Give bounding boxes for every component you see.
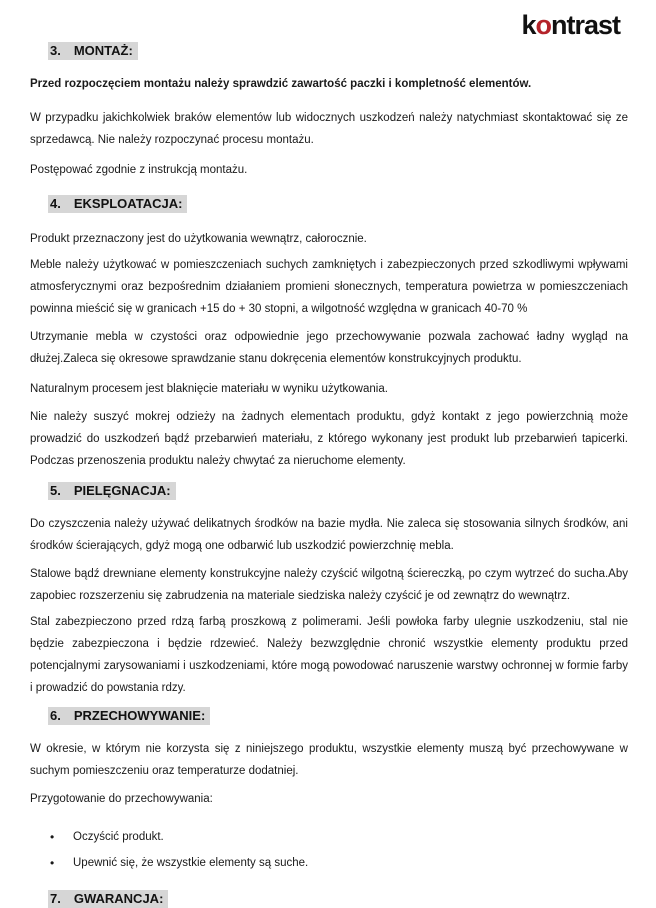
heading-highlight [48,42,138,60]
paragraph-eksploatacja-maintenance: Utrzymanie mebla w czystości oraz odpowiednie jego przechowywanie pozwala zachować ładny wygląd na dłużej.Zaleca się okresowe sprawdzanie stanu dokręcenia elementów konstrukcyjnych produktu. [30,331,628,365]
section-heading-przechowywanie [48,707,628,724]
section-number: 6. [50,708,61,723]
heading-highlight [48,195,187,213]
paragraph-pielegnacja-rust-protection: Stal zabezpieczono przed rdzą farbą proszkową z polimerami. Jeśli powłoka farby ulegnie uszkodzeniu, stal nie będzie zabezpieczona i będzie rdzewieć. Należy bezwzględnie chronić wszystkie elementy produktu przed potencjalnymi zarysowaniami i uszkodzeniami, które mogą powodować naruszenie warstwy ochronnej w formie farby i prowadzić do powstania rdzy. [30,616,628,694]
paragraph-pielegnacja-steel-wood-cleaning: Stalowe bądź drewniane elementy konstrukcyjne należy czyścić wilgotną ściereczką, po czym wytrzeć do sucha.Aby zapobiec rozszerzeniu się zabrudzenia na materiale siedziska należy czyścić je od zewnątrz do wewnątrz. [30,568,628,602]
logo-o-ring-icon: o [535,10,551,40]
section-title: EKSPLOATACJA: [73,196,183,211]
paragraph-eksploatacja-conditions: Meble należy użytkować w pomieszczeniach suchych zamkniętych i zabezpieczonych przed szkodliwymi wpływami atmosferycznymi oraz bezpośrednim działaniem promieni słonecznych, temperatura powietrza w pomieszczeniach powinna mieścić się w granicach +15 do + 30 stopni, a wilgotność względna w granicach 40-70 % [30,259,628,315]
heading-highlight [48,482,176,500]
section-number: 7. [50,891,61,906]
storage-preparation-list [30,826,628,874]
paragraph-eksploatacja-fading: Naturalnym procesem jest blaknięcie materiału w wyniku użytkowania. [30,383,388,395]
list-item-label: Upewnić się, że wszystkie elementy są suche. [73,857,309,869]
kontrast-logo [521,12,620,38]
logo-row [30,0,628,40]
section-title: PIELĘGNACJA: [73,483,171,498]
paragraph-przechowywanie-dry-room: W okresie, w którym nie korzysta się z niniejszego produktu, wszystkie elementy muszą być przechowywane w suchym pomieszczeniu oraz temperaturze dodatniej. [30,743,628,777]
section-number: 3. [50,43,61,58]
paragraph-montaz-check-contents: Przed rozpoczęciem montażu należy sprawdzić zawartość paczki i kompletność elementów. [30,78,532,90]
list-item [50,852,628,874]
paragraph-montaz-follow-instructions: Postępować zgodnie z instrukcją montażu. [30,164,248,176]
logo-part-ntrast: ntrast [550,10,620,40]
section-heading-montaz [48,42,628,59]
list-item-label: Oczyścić produkt. [73,831,164,843]
paragraph-eksploatacja-wet-clothes: Nie należy suszyć mokrej odzieży na żadnych elementach produktu, gdyż kontakt z jego powierzchnią może prowadzić do uszkodzeń bądź przebarwień materiału, z którego wykonany jest produkt lub przebarwień tapicerki. Podczas przenoszenia produktu należy chwytać za nieruchome elementy. [30,411,628,467]
heading-highlight [48,707,210,725]
section-title: MONTAŻ: [73,43,133,58]
paragraph-pielegnacja-cleaning-agents: Do czyszczenia należy używać delikatnych środków na bazie mydła. Nie zaleca się stosowania silnych środków, ani środków ścierających, gdyż mogą one odbarwić lub uszkodzić powierzchnię mebla. [30,518,628,552]
section-title: PRZECHOWYWANIE: [73,708,206,723]
list-item [50,826,628,848]
bullet-icon: • [50,856,55,870]
paragraph-eksploatacja-indoor-use: Produkt przeznaczony jest do użytkowania wewnątrz, całorocznie. [30,233,367,245]
logo-part-k: k [521,10,536,40]
section-number: 5. [50,483,61,498]
section-heading-pielegnacja [48,482,628,499]
paragraph-przechowywanie-preparation: Przygotowanie do przechowywania: [30,793,213,805]
section-title: GWARANCJA: [73,891,164,906]
section-heading-eksploatacja [48,195,628,212]
paragraph-montaz-missing-parts: W przypadku jakichkolwiek braków elementów lub widocznych uszkodzeń należy natychmiast skontaktować się ze sprzedawcą. Nie należy rozpoczynać procesu montażu. [30,112,628,146]
bullet-icon: • [50,830,55,844]
section-number: 4. [50,196,61,211]
